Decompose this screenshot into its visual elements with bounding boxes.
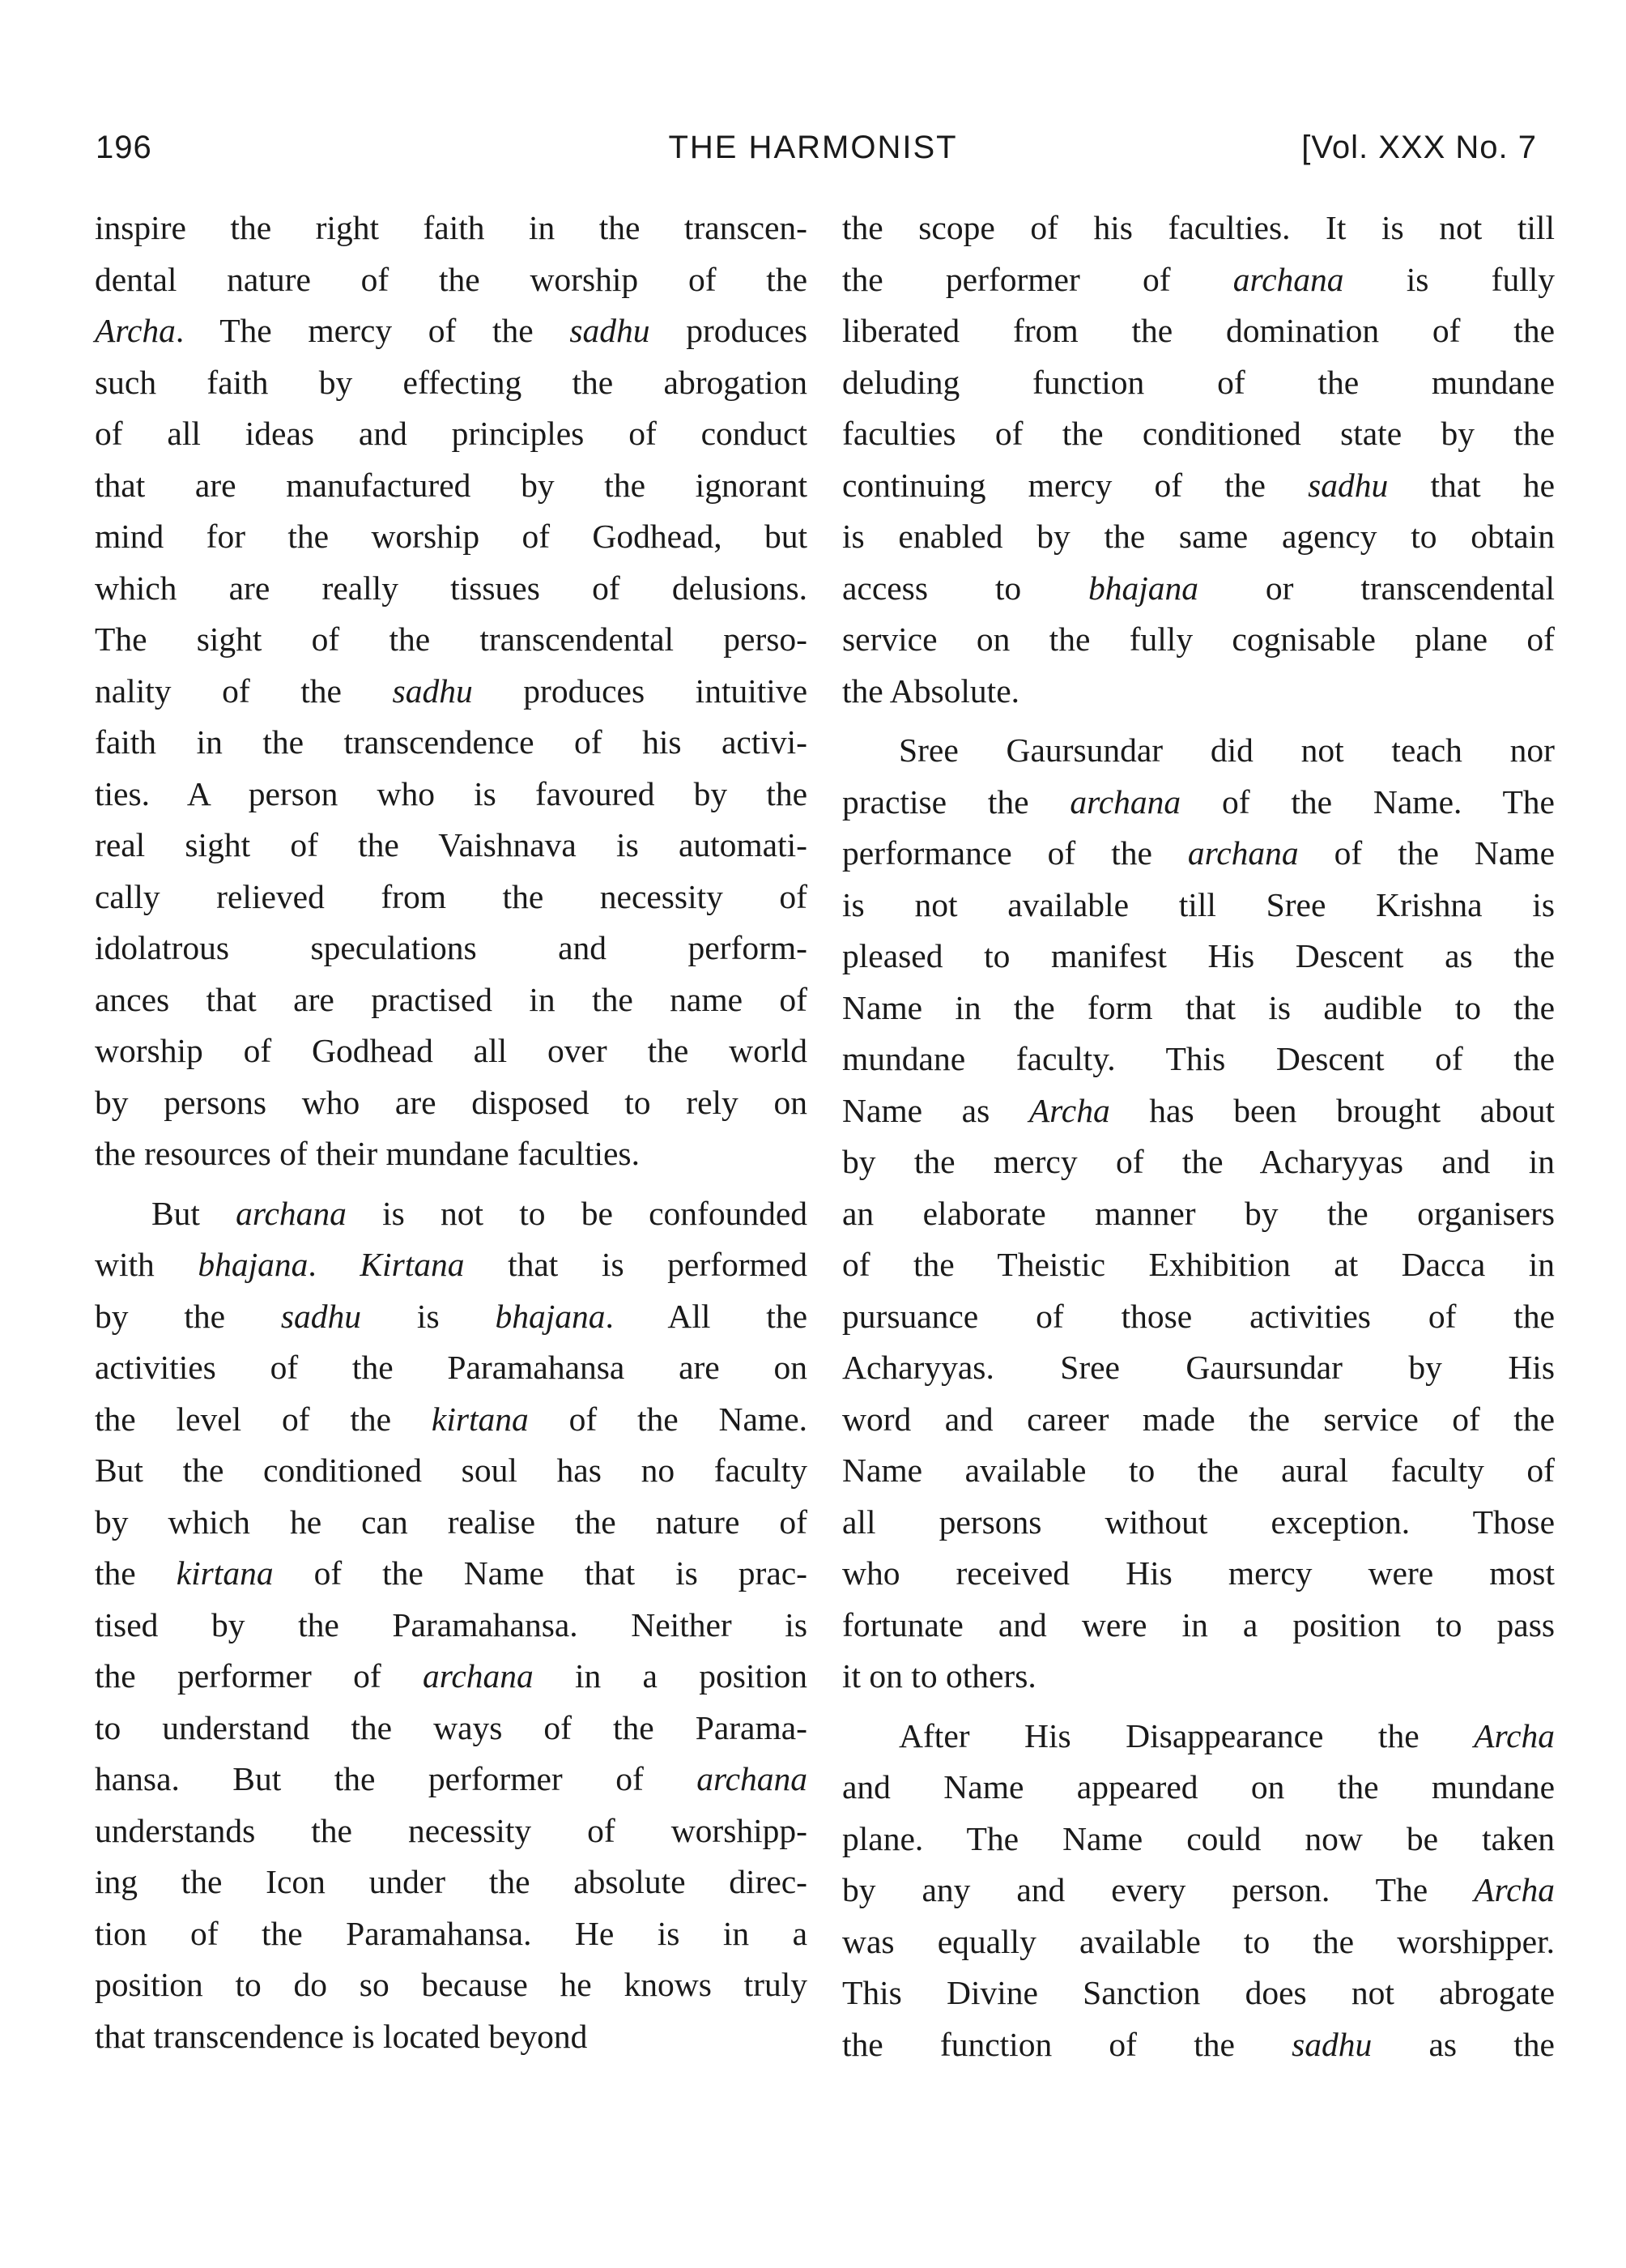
- italic-term: archana: [1070, 782, 1181, 821]
- text-line: that transcendence is located beyond: [95, 2017, 588, 2055]
- left-column: [95, 202, 807, 2062]
- text-line: cally relieved from the necessity of: [95, 877, 807, 915]
- text-line: liberated from the domination of the: [842, 312, 1555, 349]
- paragraph: [95, 1188, 807, 2063]
- text-line: mind for the worship of Godhead, but: [95, 518, 807, 555]
- text-line: idolatrous speculations and perform-: [95, 929, 807, 966]
- text-line: The sight of the transcendental perso-: [95, 620, 807, 658]
- text-line: and Name appeared on the mundane: [842, 1768, 1555, 1805]
- text-line: ing the Icon under the absolute direc-: [95, 1863, 807, 1900]
- text-line: who received His mercy were most: [842, 1554, 1555, 1592]
- text-line: to understand the ways of the Parama-: [95, 1708, 807, 1746]
- text-line: the kirtana of the Name that is prac-: [95, 1554, 807, 1592]
- text-line: After His Disappearance the Archa: [899, 1716, 1555, 1754]
- text-line: activities of the Paramahansa are on: [95, 1349, 807, 1386]
- text-line: plane. The Name could now be taken: [842, 1819, 1555, 1857]
- text-line: the level of the kirtana of the Name.: [95, 1400, 807, 1438]
- text-line: faculties of the conditioned state by the: [842, 415, 1555, 452]
- paragraph: [842, 202, 1555, 717]
- italic-term: kirtana: [176, 1554, 274, 1592]
- text-line: the scope of his faculties. It is not till: [842, 209, 1555, 246]
- journal-title: THE HARMONIST: [668, 130, 958, 165]
- text-line: is enabled by the same agency to obtain: [842, 518, 1555, 555]
- text-line: But archana is not to be confounded: [151, 1194, 807, 1232]
- text-line: tion of the Paramahansa. He is in a: [95, 1914, 807, 1952]
- italic-term: bhajana: [495, 1297, 606, 1335]
- paragraph: [842, 1711, 1555, 2071]
- italic-term: sadhu: [392, 671, 473, 710]
- text-line: by any and every person. The Archa: [842, 1871, 1555, 1908]
- text-line: dental nature of the worship of the: [95, 260, 807, 298]
- text-line: nality of the sadhu produces intuitive: [95, 671, 808, 710]
- text-line: of the Theistic Exhibition at Dacca in: [842, 1246, 1555, 1283]
- text-line: position to do so because he knows truly: [95, 1966, 807, 2003]
- text-line: the function of the sadhu as the: [842, 2025, 1555, 2063]
- text-line: performance of the archana of the Name: [842, 834, 1555, 872]
- italic-term: bhajana: [1088, 569, 1199, 607]
- text-line: real sight of the Vaishnava is automati-: [95, 826, 807, 863]
- text-line: But the conditioned soul has no faculty: [95, 1452, 807, 1489]
- italic-term: Archa: [95, 312, 176, 349]
- text-line: understands the necessity of worshipp-: [95, 1811, 807, 1849]
- text-line: with bhajana. Kirtana that is performed: [95, 1246, 808, 1283]
- text-line: practise the archana of the Name. The: [842, 782, 1555, 821]
- text-line: an elaborate manner by the organisers: [842, 1194, 1555, 1232]
- text-line: Acharyyas. Sree Gaursundar by His: [842, 1349, 1555, 1386]
- italic-term: Kirtana: [360, 1246, 465, 1283]
- text-line: faith in the transcendence of his activi-: [95, 723, 807, 761]
- text-line: which are really tissues of delusions.: [95, 569, 807, 607]
- text-line: pursuance of those activities of the: [842, 1297, 1555, 1335]
- text-line: by the sadhu is bhajana. All the: [95, 1297, 807, 1335]
- italic-term: archana: [696, 1760, 807, 1797]
- text-line: continuing mercy of the sadhu that he: [842, 466, 1556, 504]
- text-line: mundane faculty. This Descent of the: [842, 1040, 1555, 1077]
- text-line: the Absolute.: [842, 671, 1020, 710]
- text-line: all persons without exception. Those: [842, 1503, 1555, 1541]
- text-line: such faith by effecting the abrogation: [95, 363, 807, 401]
- paragraph: [842, 725, 1555, 1703]
- text-line: was equally available to the worshipper.: [842, 1922, 1555, 1960]
- text-line: service on the fully cognisable plane of: [842, 620, 1555, 658]
- text-line: ances that are practised in the name of: [95, 980, 807, 1018]
- text-line: inspire the right faith in the transcen-: [95, 209, 807, 246]
- text-line: the resources of their mundane faculties.: [95, 1135, 640, 1172]
- italic-term: sadhu: [1292, 2025, 1373, 2063]
- italic-term: archana: [236, 1194, 347, 1232]
- text-line: pleased to manifest His Descent as the: [842, 937, 1555, 974]
- right-column: [842, 202, 1555, 2070]
- italic-term: Archa: [1474, 1716, 1555, 1754]
- italic-term: Archa: [1028, 1091, 1110, 1129]
- page-header: [89, 130, 1537, 178]
- italic-term: archana: [1187, 834, 1299, 872]
- volume-issue: [Vol. XXX No. 7: [1301, 130, 1537, 165]
- text-line: hansa. But the performer of archana: [95, 1760, 807, 1797]
- text-line: Name in the form that is audible to the: [842, 988, 1555, 1026]
- text-line: access to bhajana or transcendental: [842, 569, 1555, 607]
- text-line: fortunate and were in a position to pass: [842, 1605, 1555, 1643]
- text-line: deluding function of the mundane: [842, 363, 1555, 401]
- text-line: is not available till Sree Krishna is: [842, 885, 1555, 923]
- text-line: by the mercy of the Acharyyas and in: [842, 1143, 1555, 1180]
- text-line: This Divine Sanction does not abrogate: [842, 1974, 1555, 2011]
- text-line: the performer of archana is fully: [842, 260, 1556, 298]
- italic-term: sadhu: [1308, 466, 1389, 504]
- text-line: by persons who are disposed to rely on: [95, 1083, 807, 1121]
- italic-term: Archa: [1474, 1871, 1555, 1908]
- text-line: by which he can realise the nature of: [95, 1503, 807, 1541]
- text-line: Archa. The mercy of the sadhu produces: [95, 312, 807, 349]
- paragraph: [95, 202, 807, 1180]
- text-line: Sree Gaursundar did not teach nor: [899, 731, 1555, 769]
- text-line: worship of Godhead all over the world: [95, 1032, 807, 1069]
- italic-term: archana: [1232, 260, 1344, 298]
- italic-term: bhajana: [198, 1246, 309, 1283]
- italic-term: sadhu: [280, 1297, 362, 1335]
- italic-term: archana: [422, 1657, 534, 1695]
- italic-term: sadhu: [569, 312, 650, 349]
- text-line: it on to others.: [842, 1657, 1036, 1695]
- text-line: of all ideas and principles of conduct: [95, 415, 807, 452]
- text-line: Name available to the aural faculty of: [842, 1452, 1555, 1489]
- text-line: tised by the Paramahansa. Neither is: [95, 1605, 807, 1643]
- text-line: word and career made the service of the: [842, 1400, 1555, 1438]
- text-line: Name as Archa has been brought about: [842, 1091, 1555, 1129]
- italic-term: kirtana: [431, 1400, 529, 1438]
- text-line: the performer of archana in a position: [95, 1657, 807, 1695]
- text-line: ties. A person who is favoured by the: [95, 774, 807, 812]
- page-number: 196: [96, 130, 152, 165]
- text-line: that are manufactured by the ignorant: [95, 466, 807, 504]
